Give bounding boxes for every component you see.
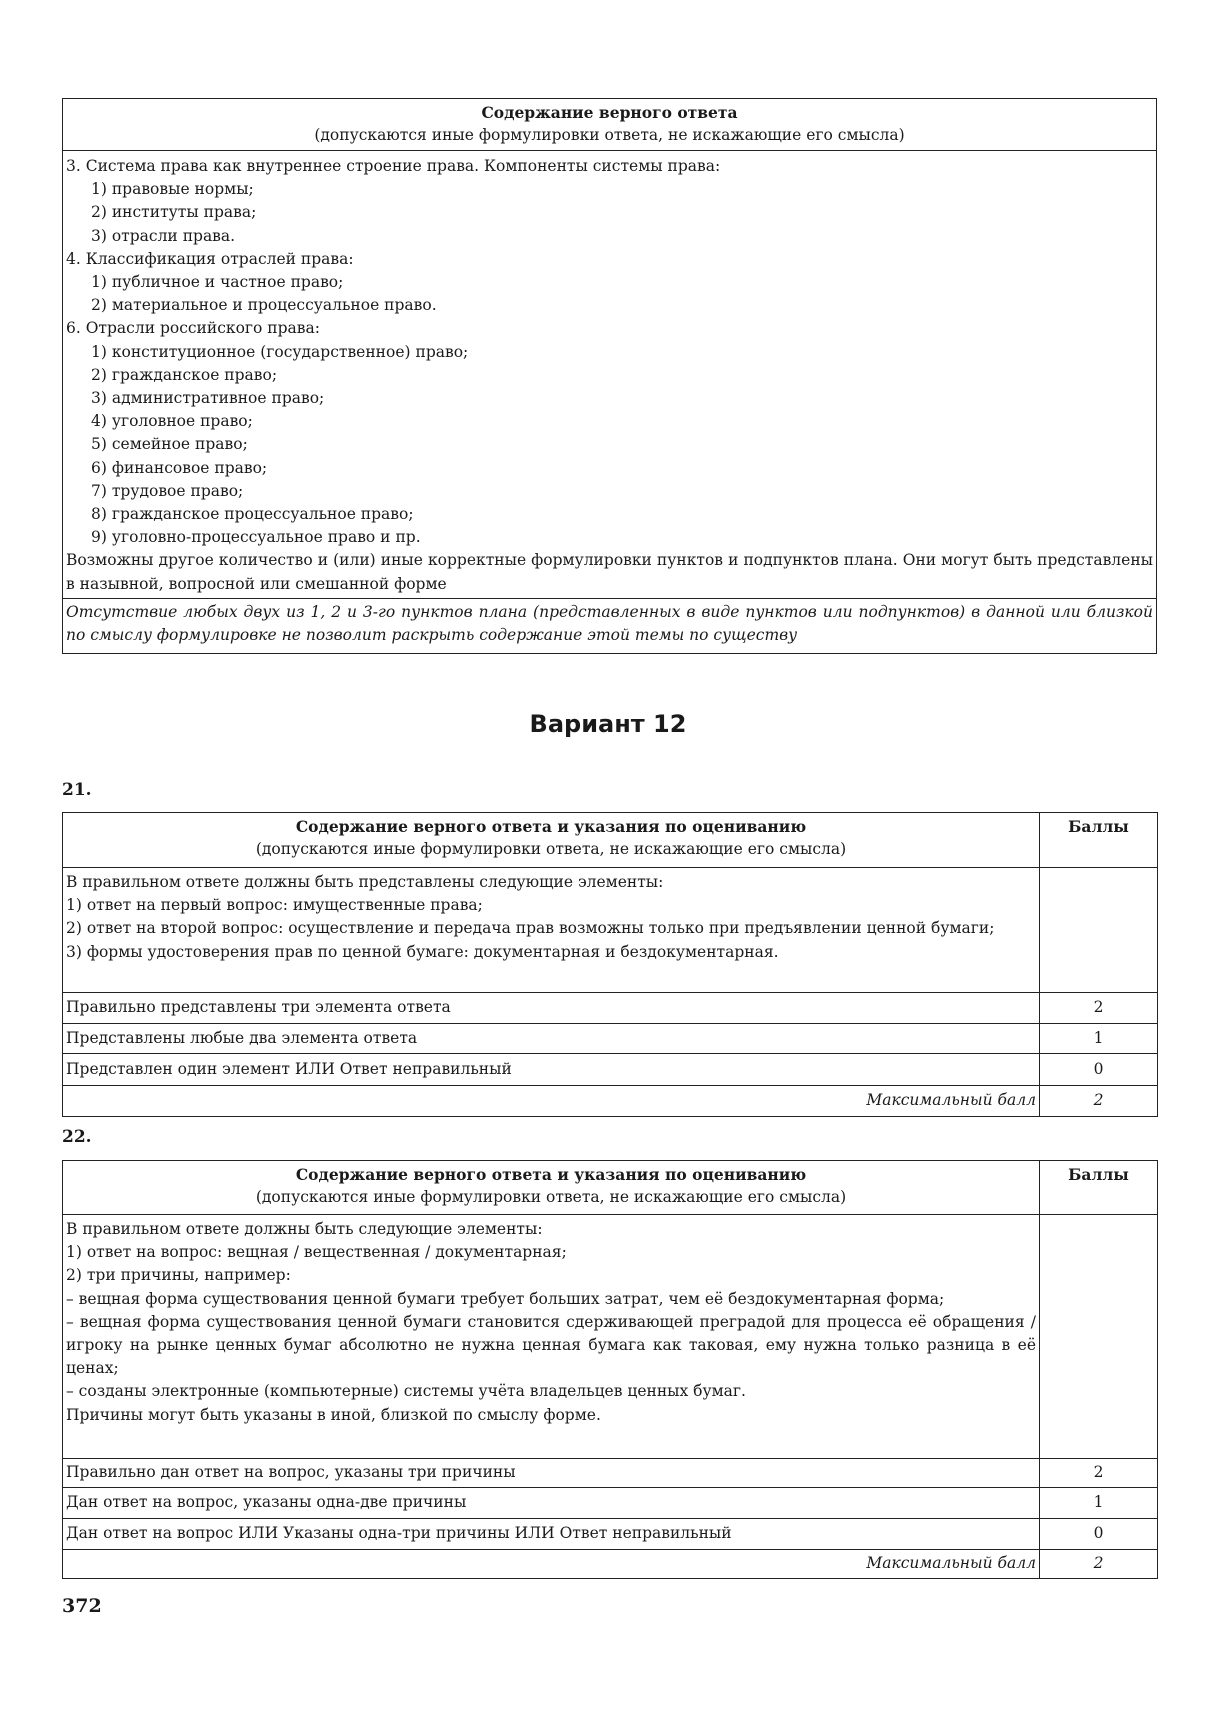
content-line: – вещная форма существования ценной бумаги требует больших затрат, чем её бездокументарная форма;: [66, 1289, 945, 1308]
plan-line: 2) материальное и процессуальное право.: [91, 296, 437, 315]
max-score-label: Максимальный балл: [63, 1086, 1040, 1117]
plan-line: 4. Классификация отраслей права:: [66, 249, 354, 268]
content-line: В правильном ответе должны быть представлены следующие элементы:: [66, 873, 664, 891]
plan-line: 9) уголовно-процессуальное право и пр.: [91, 528, 421, 547]
answer-content: [63, 1215, 1040, 1459]
task-number: 21.: [62, 780, 92, 800]
plan-lines: [66, 155, 1153, 549]
criteria-points: 2: [1040, 1459, 1158, 1488]
criteria-row: [63, 993, 1158, 1024]
content-line: Причины могут быть указаны в иной, близкой по смыслу форме.: [66, 1405, 601, 1424]
header-note: (допускаются иные формулировки ответа, не искажающие его смысла): [314, 126, 905, 145]
plan-line: 1) правовые нормы;: [91, 180, 254, 199]
content-line: – вещная форма существования ценной бумаги становится сдерживающей преградой для процесса её обращения / игроку на рынке ценных бумаг абсолютно не нужна ценная бумага как таковая, ему нужна только разница в её ценах;: [66, 1312, 1036, 1378]
plan-line: 6) финансовое право;: [91, 458, 268, 477]
table-header: [63, 99, 1157, 151]
criteria-text: Дан ответ на вопрос ИЛИ Указаны одна-три причины ИЛИ Ответ неправильный: [63, 1519, 1040, 1550]
criteria-text: Правильно представлены три элемента ответа: [63, 993, 1040, 1024]
closing-note: Возможны другое количество и (или) иные корректные формулировки пунктов и подпунктов плана. Они могут быть представлены в назывной, вопросной или смешанной форме: [66, 551, 1153, 593]
criteria-row: [63, 1054, 1158, 1086]
plan-line: 4) уголовное право;: [91, 412, 253, 431]
max-score-row: [63, 1086, 1158, 1117]
grading-table: [62, 1160, 1158, 1579]
answer-plan-content: [63, 151, 1157, 599]
plan-line: 7) трудовое право;: [91, 481, 244, 500]
points-empty-cell: [1040, 1215, 1158, 1459]
points-empty-cell: [1040, 868, 1158, 993]
plan-line: 3) административное право;: [91, 389, 325, 408]
max-score-value: 2: [1040, 1086, 1158, 1117]
answer-content: [63, 868, 1040, 993]
criteria-text: Правильно дан ответ на вопрос, указаны три причины: [63, 1459, 1040, 1488]
table-header: [63, 813, 1040, 868]
plan-line: 1) публичное и частное право;: [91, 273, 344, 292]
criteria-text: Дан ответ на вопрос, указаны одна-две причины: [63, 1488, 1040, 1519]
header-title: Содержание верного ответа и указания по оцениванию: [295, 1165, 807, 1184]
max-score-row: [63, 1550, 1158, 1579]
criteria-text: Представлены любые два элемента ответа: [63, 1024, 1040, 1054]
header-note: (допускаются иные формулировки ответа, не искажающие его смысла): [255, 840, 847, 859]
criteria-points: 0: [1040, 1054, 1158, 1086]
plan-line: 6. Отрасли российского права:: [66, 319, 320, 338]
grading-table: [62, 812, 1158, 1117]
header-title: Содержание верного ответа: [481, 103, 738, 122]
content-line: 2) три причины, например:: [66, 1266, 291, 1285]
criteria-points: 1: [1040, 1024, 1158, 1054]
answer-content-table: [62, 98, 1157, 654]
criteria-row: [63, 1459, 1158, 1488]
plan-line: 3) отрасли права.: [91, 226, 236, 245]
max-score-value: 2: [1040, 1550, 1158, 1579]
content-line: В правильном ответе должны быть следующие элементы:: [66, 1220, 543, 1238]
criteria-row: [63, 1488, 1158, 1519]
content-line: 3) формы удостоверения прав по ценной бумаге: документарная и бездокументарная.: [66, 942, 779, 961]
plan-line: 2) институты права;: [91, 203, 257, 222]
points-header: Баллы: [1040, 1161, 1158, 1215]
plan-line: 8) гражданское процессуальное право;: [91, 505, 414, 524]
content-line: – созданы электронные (компьютерные) системы учёта владельцев ценных бумаг.: [66, 1382, 746, 1401]
plan-line: 5) семейное право;: [91, 435, 248, 454]
italic-note: Отсутствие любых двух из 1, 2 и 3-го пунктов плана (представленных в виде пунктов или подпунктов) в данной или близкой по смыслу формулировке не позволит раскрыть содержание этой темы по существу: [63, 598, 1157, 653]
criteria-points: 1: [1040, 1488, 1158, 1519]
header-note: (допускаются иные формулировки ответа, не искажающие его смысла): [255, 1188, 847, 1207]
table-header: [63, 1161, 1040, 1215]
criteria-row: [63, 1024, 1158, 1054]
content-line: 1) ответ на первый вопрос: имущественные права;: [66, 896, 483, 915]
criteria-row: [63, 1519, 1158, 1550]
criteria-points: 2: [1040, 993, 1158, 1024]
plan-line: 3. Система права как внутреннее строение права. Компоненты системы права:: [66, 157, 721, 175]
content-line: 1) ответ на вопрос: вещная / вещественная / документарная;: [66, 1243, 567, 1262]
content-line: 2) ответ на второй вопрос: осуществление и передача прав возможны только при предъявлении ценной бумаги;: [66, 919, 995, 938]
variant-title: Вариант 12: [529, 710, 687, 738]
plan-line: 2) гражданское право;: [91, 365, 278, 384]
criteria-points: 0: [1040, 1519, 1158, 1550]
points-header: Баллы: [1040, 813, 1158, 868]
page-number: 372: [62, 1595, 102, 1617]
plan-line: 1) конституционное (государственное) право;: [91, 342, 469, 361]
header-title: Содержание верного ответа и указания по оцениванию: [295, 817, 807, 836]
criteria-text: Представлен один элемент ИЛИ Ответ неправильный: [63, 1054, 1040, 1086]
max-score-label: Максимальный балл: [63, 1550, 1040, 1579]
task-number: 22.: [62, 1127, 92, 1147]
